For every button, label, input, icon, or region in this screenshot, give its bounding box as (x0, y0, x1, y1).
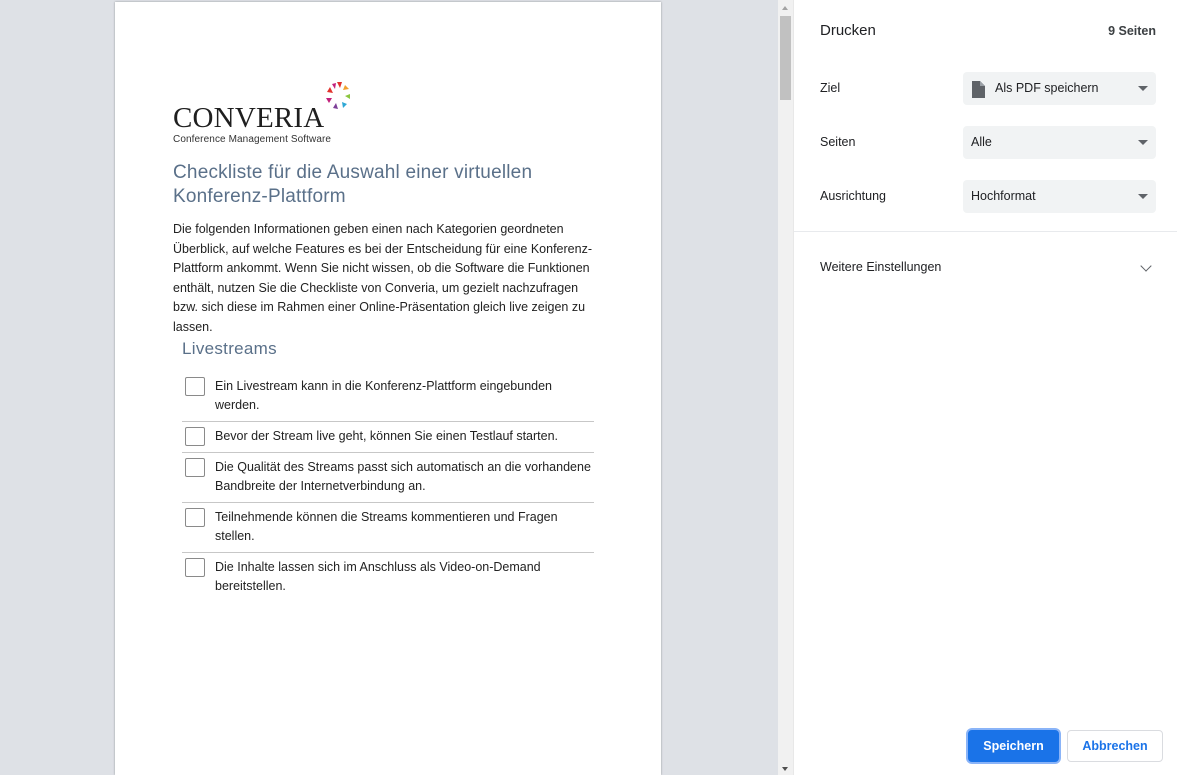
document-intro: Die folgenden Informationen geben einen nach Kategorien geordneten Überblick, auf welche Features es bei der Entscheidung für eine Konferenz-Plattform ankommt. Wenn Sie nicht wissen, ob die Software die Funktionen enthält, nutzen Sie die Checkliste von Converia, um gezielt nachzufragen bzw. sich diese im Rahmen einer Online-Präsentation gleich live zeigen zu lassen. (173, 222, 592, 334)
cancel-button[interactable]: Abbrechen (1067, 730, 1163, 762)
page-count: 9 Seiten (1108, 24, 1156, 38)
checklist-item-text: Bevor der Stream live geht, können Sie einen Testlauf starten. (215, 429, 559, 443)
pages-label: Seiten (820, 135, 856, 149)
logo-wordmark: CONVERIA (173, 102, 325, 134)
orientation-label: Ausrichtung (820, 189, 887, 203)
pages-row (820, 126, 1156, 160)
dropdown-arrow-icon (1138, 86, 1148, 91)
scroll-up-arrow-icon[interactable] (782, 6, 788, 10)
logo-mark-icon (323, 80, 355, 112)
checklist-item (182, 503, 594, 553)
destination-label: Ziel (820, 81, 841, 95)
panel-title: Drucken (820, 22, 876, 39)
destination-value: Als PDF speichern (995, 81, 1099, 95)
orientation-row (820, 180, 1156, 214)
checklist (182, 372, 594, 602)
document-title: Checkliste für die Auswahl einer virtuellen Konferenz-Plattform (173, 162, 533, 207)
save-button[interactable]: Speichern (968, 730, 1059, 762)
checkbox-icon (185, 458, 205, 477)
preview-page (115, 2, 661, 775)
checklist-item-text: Die Qualität des Streams passt sich automatisch an die vorhandene Bandbreite der Internetverbindung an. (215, 460, 591, 493)
checkbox-icon (185, 558, 205, 577)
pages-value: Alle (971, 135, 992, 149)
checkbox-icon (185, 508, 205, 527)
destination-select[interactable] (963, 72, 1156, 105)
checklist-item (182, 553, 594, 602)
checklist-item-text: Die Inhalte lassen sich im Anschluss als Video-on-Demand bereitstellen. (215, 560, 541, 593)
checklist-item (182, 422, 594, 453)
destination-row (820, 72, 1156, 106)
dropdown-arrow-icon (1138, 140, 1148, 145)
panel-header (820, 22, 1156, 42)
print-settings-panel (793, 0, 1177, 775)
scroll-down-arrow-icon[interactable] (782, 767, 788, 771)
checklist-item (182, 453, 594, 503)
checklist-item-text: Teilnehmende können die Streams kommentieren und Fragen stellen. (215, 510, 558, 543)
checklist-item-text: Ein Livestream kann in die Konferenz-Plattform eingebunden werden. (215, 379, 553, 412)
more-settings-toggle[interactable] (820, 258, 1156, 278)
chevron-down-icon (1140, 260, 1151, 271)
more-settings-label: Weitere Einstellungen (820, 260, 942, 274)
preview-scrollbar[interactable] (778, 0, 793, 775)
scrollbar-thumb[interactable] (780, 16, 791, 100)
converia-logo (173, 80, 373, 150)
logo-tagline: Conference Management Software (173, 134, 332, 145)
orientation-select[interactable] (963, 180, 1156, 213)
panel-divider (794, 231, 1177, 232)
section-title-livestreams: Livestreams (182, 339, 277, 358)
dropdown-arrow-icon (1138, 194, 1148, 199)
orientation-value: Hochformat (971, 189, 1036, 203)
checkbox-icon (185, 377, 205, 396)
checklist-item (182, 372, 594, 422)
pages-select[interactable] (963, 126, 1156, 159)
checkbox-icon (185, 427, 205, 446)
file-icon (971, 81, 985, 98)
